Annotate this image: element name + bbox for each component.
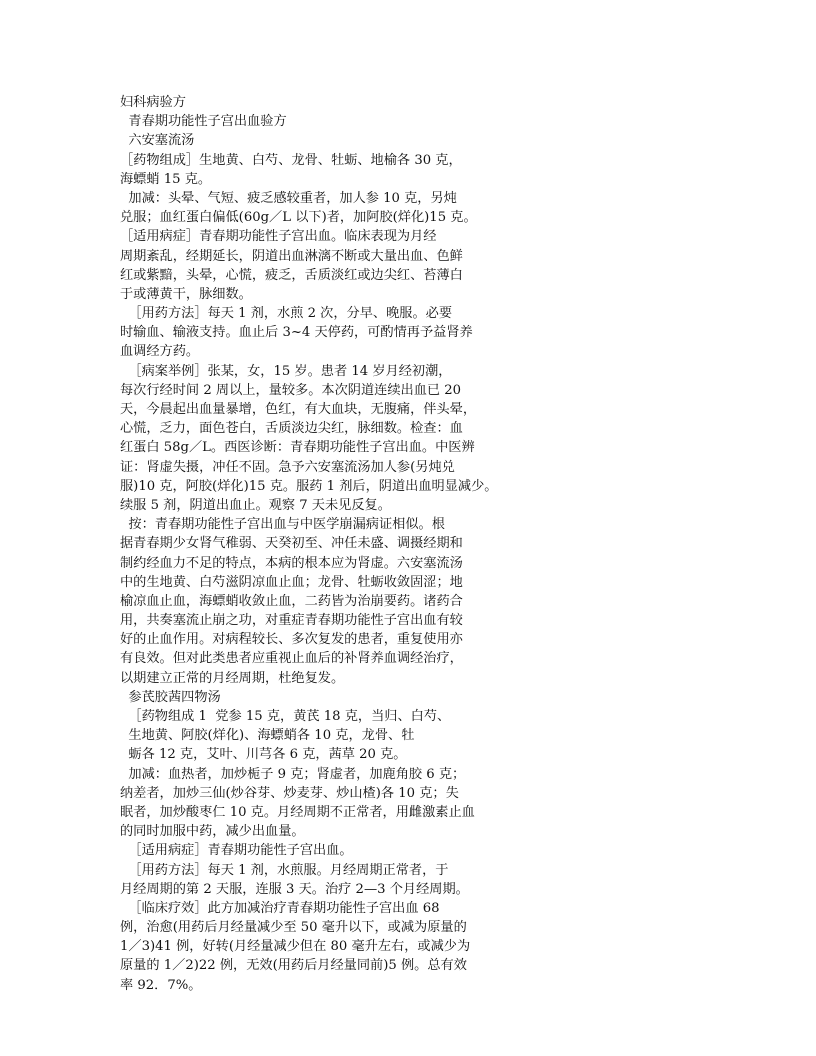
text-line: 原量的 1／2)22 例，无效(用药后月经量同前)5 例。总有效 [120, 958, 467, 974]
text-line: 青春期功能性子宫出血验方 [120, 114, 287, 130]
text-line: 用，共奏塞流止崩之功，对重症青春期功能性子宫出血有较 [120, 613, 463, 629]
text-line: 于或薄黄干，脉细数。 [120, 286, 252, 302]
text-line: 眠者，加炒酸枣仁 10 克。月经周期不正常者，用雌激素止血 [120, 804, 475, 820]
text-line: 榆凉血止血，海螵蛸收敛止血，二药皆为治崩要药。诸药合 [120, 593, 463, 609]
text-line: 1／3)41 例，好转(月经量减少但在 80 毫升左右，或减少为 [120, 939, 471, 955]
text-line: 蛎各 12 克，艾叶、川芎各 6 克，茜草 20 克。 [120, 747, 407, 763]
text-line: 血调经方药。 [120, 344, 200, 360]
text-line: 以期建立正常的月经周期，杜绝复发。 [120, 670, 345, 686]
text-line: 月经周期的第 2 天服，连服 3 天。治疗 2—3 个月经周期。 [120, 881, 469, 897]
text-line: 红或紫黯，头晕，心慌，疲乏，舌质淡红或边尖红、苔薄白 [120, 267, 463, 283]
text-line: 兑服；血红蛋白偏低(60g／L 以下)者，加阿胶(烊化)15 克。 [120, 210, 477, 226]
text-line: 加减：头晕、气短、疲乏感较重者，加人参 10 克，另炖 [120, 190, 457, 206]
text-line: 六安塞流汤 [120, 133, 195, 149]
text-line: 每次行经时间 2 周以上，量较多。本次阴道连续出血已 20 [120, 382, 462, 398]
text-line: 据青春期少女肾气稚弱、天癸初至、冲任未盛、调摄经期和 [120, 536, 463, 552]
text-line: ［药物组成］生地黄、白芍、龙骨、牡蛎、地榆各 30 克， [120, 152, 462, 168]
text-line: 加减：血热者，加炒栀子 9 克；肾虚者，加鹿角胶 6 克； [120, 766, 466, 782]
text-line: ［适用病症］青春期功能性子宫出血。临床表现为月经 [120, 229, 437, 245]
text-line: ［用药方法］每天 1 剂，水煎 2 次，分早、晚服。必要 [120, 306, 453, 322]
text-line: 制约经血力不足的特点，本病的根本应为肾虚。六安塞流汤 [120, 555, 463, 571]
text-line: 周期紊乱，经期延长，阴道出血淋漓不断或大量出血、色鲜 [120, 248, 463, 264]
text-line: 红蛋白 58g／L。西医诊断：青春期功能性子宫出血。中医辨 [120, 440, 475, 456]
text-line: 参芪胶茜四物汤 [120, 689, 221, 705]
text-line: ［药物组成 1 党参 15 克，黄芪 18 克，当归、白芍、 [120, 709, 451, 724]
text-line: ［适用病症］青春期功能性子宫出血。 [120, 843, 353, 859]
text-line: 证：肾虚失摄，冲任不固。急予六安塞流汤加人参(另炖兑 [120, 459, 455, 475]
text-line: 好的止血作用。对病程较长、多次复发的患者，重复使用亦 [120, 632, 463, 648]
text-line: 的同时加服中药，减少出血量。 [120, 824, 305, 840]
text-line: 海螵蛸 15 克。 [120, 171, 212, 187]
text-line: 纳差者，加炒三仙(炒谷芽、炒麦芽、炒山楂)各 10 克；失 [120, 785, 459, 801]
text-line: 生地黄、阿胶(烊化)、海螵蛸各 10 克，龙骨、牡 [120, 728, 415, 744]
text-line: 心慌，乏力，面色苍白，舌质淡边尖红，脉细数。检查：血 [120, 421, 463, 437]
document-body [120, 93, 540, 995]
text-line: ［临床疗效］此方加减治疗青春期功能性子宫出血 68 [120, 900, 440, 916]
text-line: 率 92．7%。 [120, 977, 202, 993]
text-line: 天，今晨起出血量暴增，色红，有大血块，无腹痛，伴头晕， [120, 402, 477, 417]
page-title: 妇科病验方 [120, 95, 186, 110]
text-line: 服)10 克，阿胶(烊化)15 克。服药 1 剂后，阴道出血明显减少。 [120, 478, 498, 494]
text-line: 有良效。但对此类患者应重视止血后的补肾养血调经治疗， [120, 651, 463, 667]
text-line: 续服 5 剂，阴道出血止。观察 7 天未见反复。 [120, 497, 391, 513]
text-line: 例，治愈(用药后月经量减少至 50 毫升以下，或减为原量的 [120, 920, 467, 936]
text-line: 时输血、输液支持。血止后 3~4 天停药，可酌情再予益肾养 [120, 325, 473, 341]
text-line: ［用药方法］每天 1 剂，水煎服。月经周期正常者，于 [120, 862, 449, 878]
text-line: ［病案举例］张某，女，15 岁。患者 14 岁月经初潮， [120, 363, 452, 379]
text-line: 中的生地黄、白芍滋阴凉血止血；龙骨、牡蛎收敛固涩；地 [120, 574, 463, 590]
text-line: 按：青春期功能性子宫出血与中医学崩漏病证相似。根 [120, 517, 445, 533]
